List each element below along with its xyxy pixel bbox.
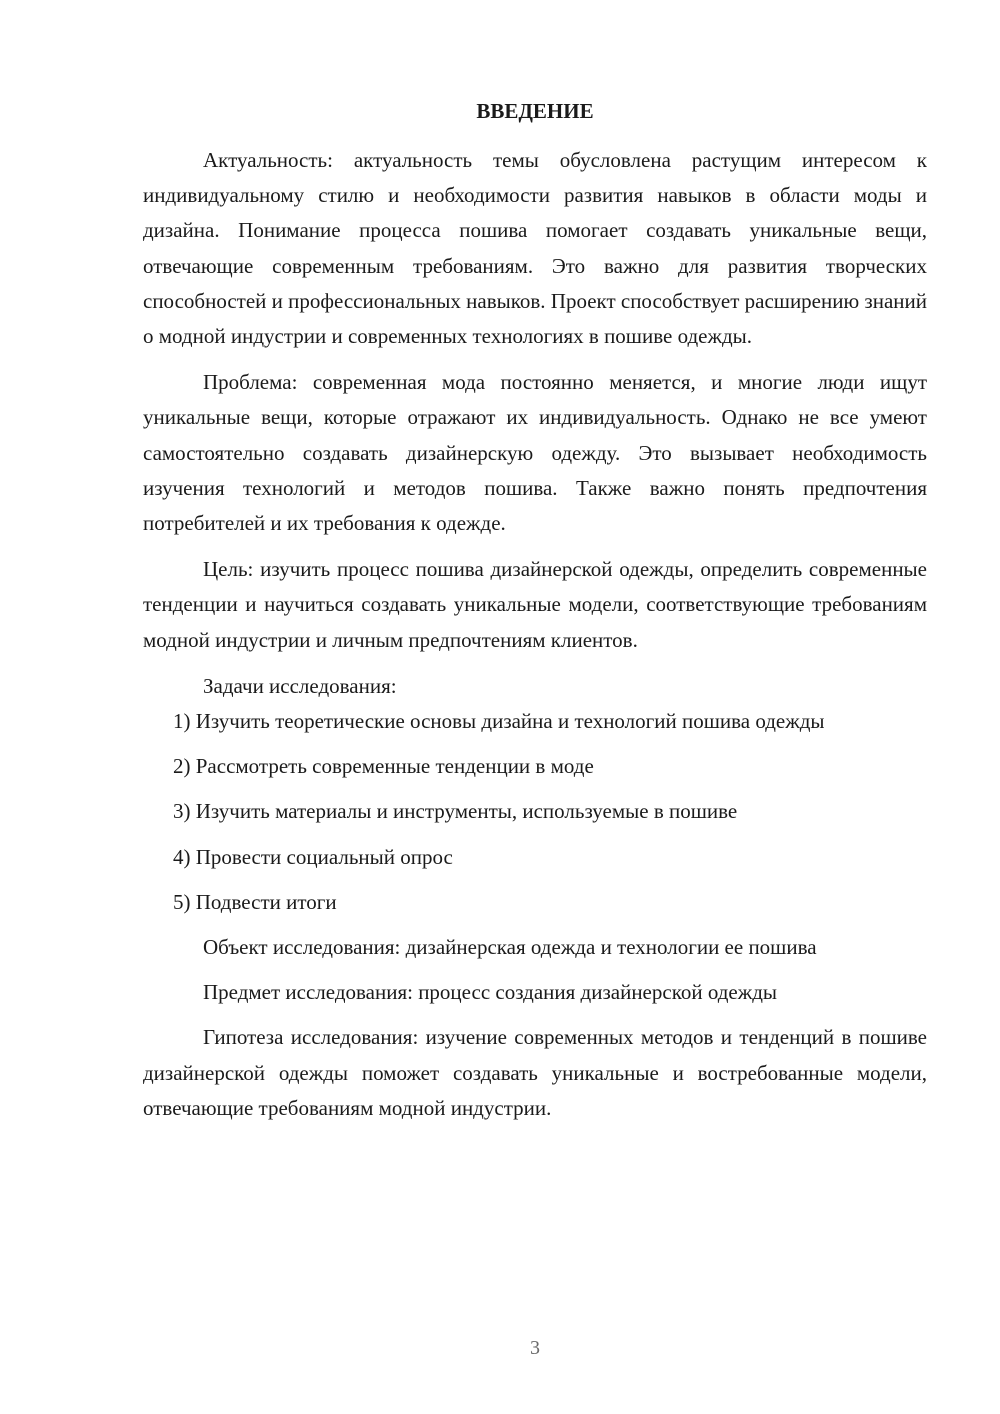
tasks-title: Задачи исследования: xyxy=(203,673,397,698)
subject-paragraph: Предмет исследования: процесс создания дизайнерской одежды xyxy=(203,980,778,1005)
hypothesis-paragraph: Гипотеза исследования: изучение современных методов и тенденций в пошиве дизайнерской одежды поможет создавать уникальные и востребованные модели, отвечающие требованиям модной индустрии. xyxy=(143,1025,927,1120)
task-item-1: 1) Изучить теоретические основы дизайна и технологий пошива одежды xyxy=(173,709,825,734)
page-content xyxy=(143,96,927,1126)
page-number: 3 xyxy=(530,1337,540,1359)
object-paragraph: Объект исследования: дизайнерская одежда и технологии ее пошива xyxy=(203,935,817,960)
goal-paragraph: Цель: изучить процесс пошива дизайнерской одежды, определить современные тенденции и научиться создавать уникальные модели, соответствующие требованиям модной индустрии и личным предпочтениям клиентов. xyxy=(143,557,927,652)
task-item-3: 3) Изучить материалы и инструменты, используемые в пошиве xyxy=(173,799,738,824)
relevance-paragraph: Актуальность: актуальность темы обусловлена растущим интересом к индивидуальному стилю и необходимости развития навыков в области моды и дизайна. Понимание процесса пошива помогает создавать уникальные вещи, отвечающие современным требованиям. Это важно для развития творческих способностей и профессиональных навыков. Проект способствует расширению знаний о модной индустрии и современных технологиях в пошиве одежды. xyxy=(143,148,927,349)
problem-paragraph: Проблема: современная мода постоянно меняется, и многие люди ищут уникальные вещи, которые отражают их индивидуальность. Однако не все умеют самостоятельно создавать дизайнерскую одежду. Это вызывает необходимость изучения технологий и методов пошива. Также важно понять предпочтения потребителей и их требования к одежде. xyxy=(143,370,927,536)
task-item-5: 5) Подвести итоги xyxy=(173,889,337,914)
section-heading: ВВЕДЕНИЕ xyxy=(476,99,594,123)
task-item-4: 4) Провести социальный опрос xyxy=(173,844,453,869)
task-item-2: 2) Рассмотреть современные тенденции в моде xyxy=(173,754,594,779)
